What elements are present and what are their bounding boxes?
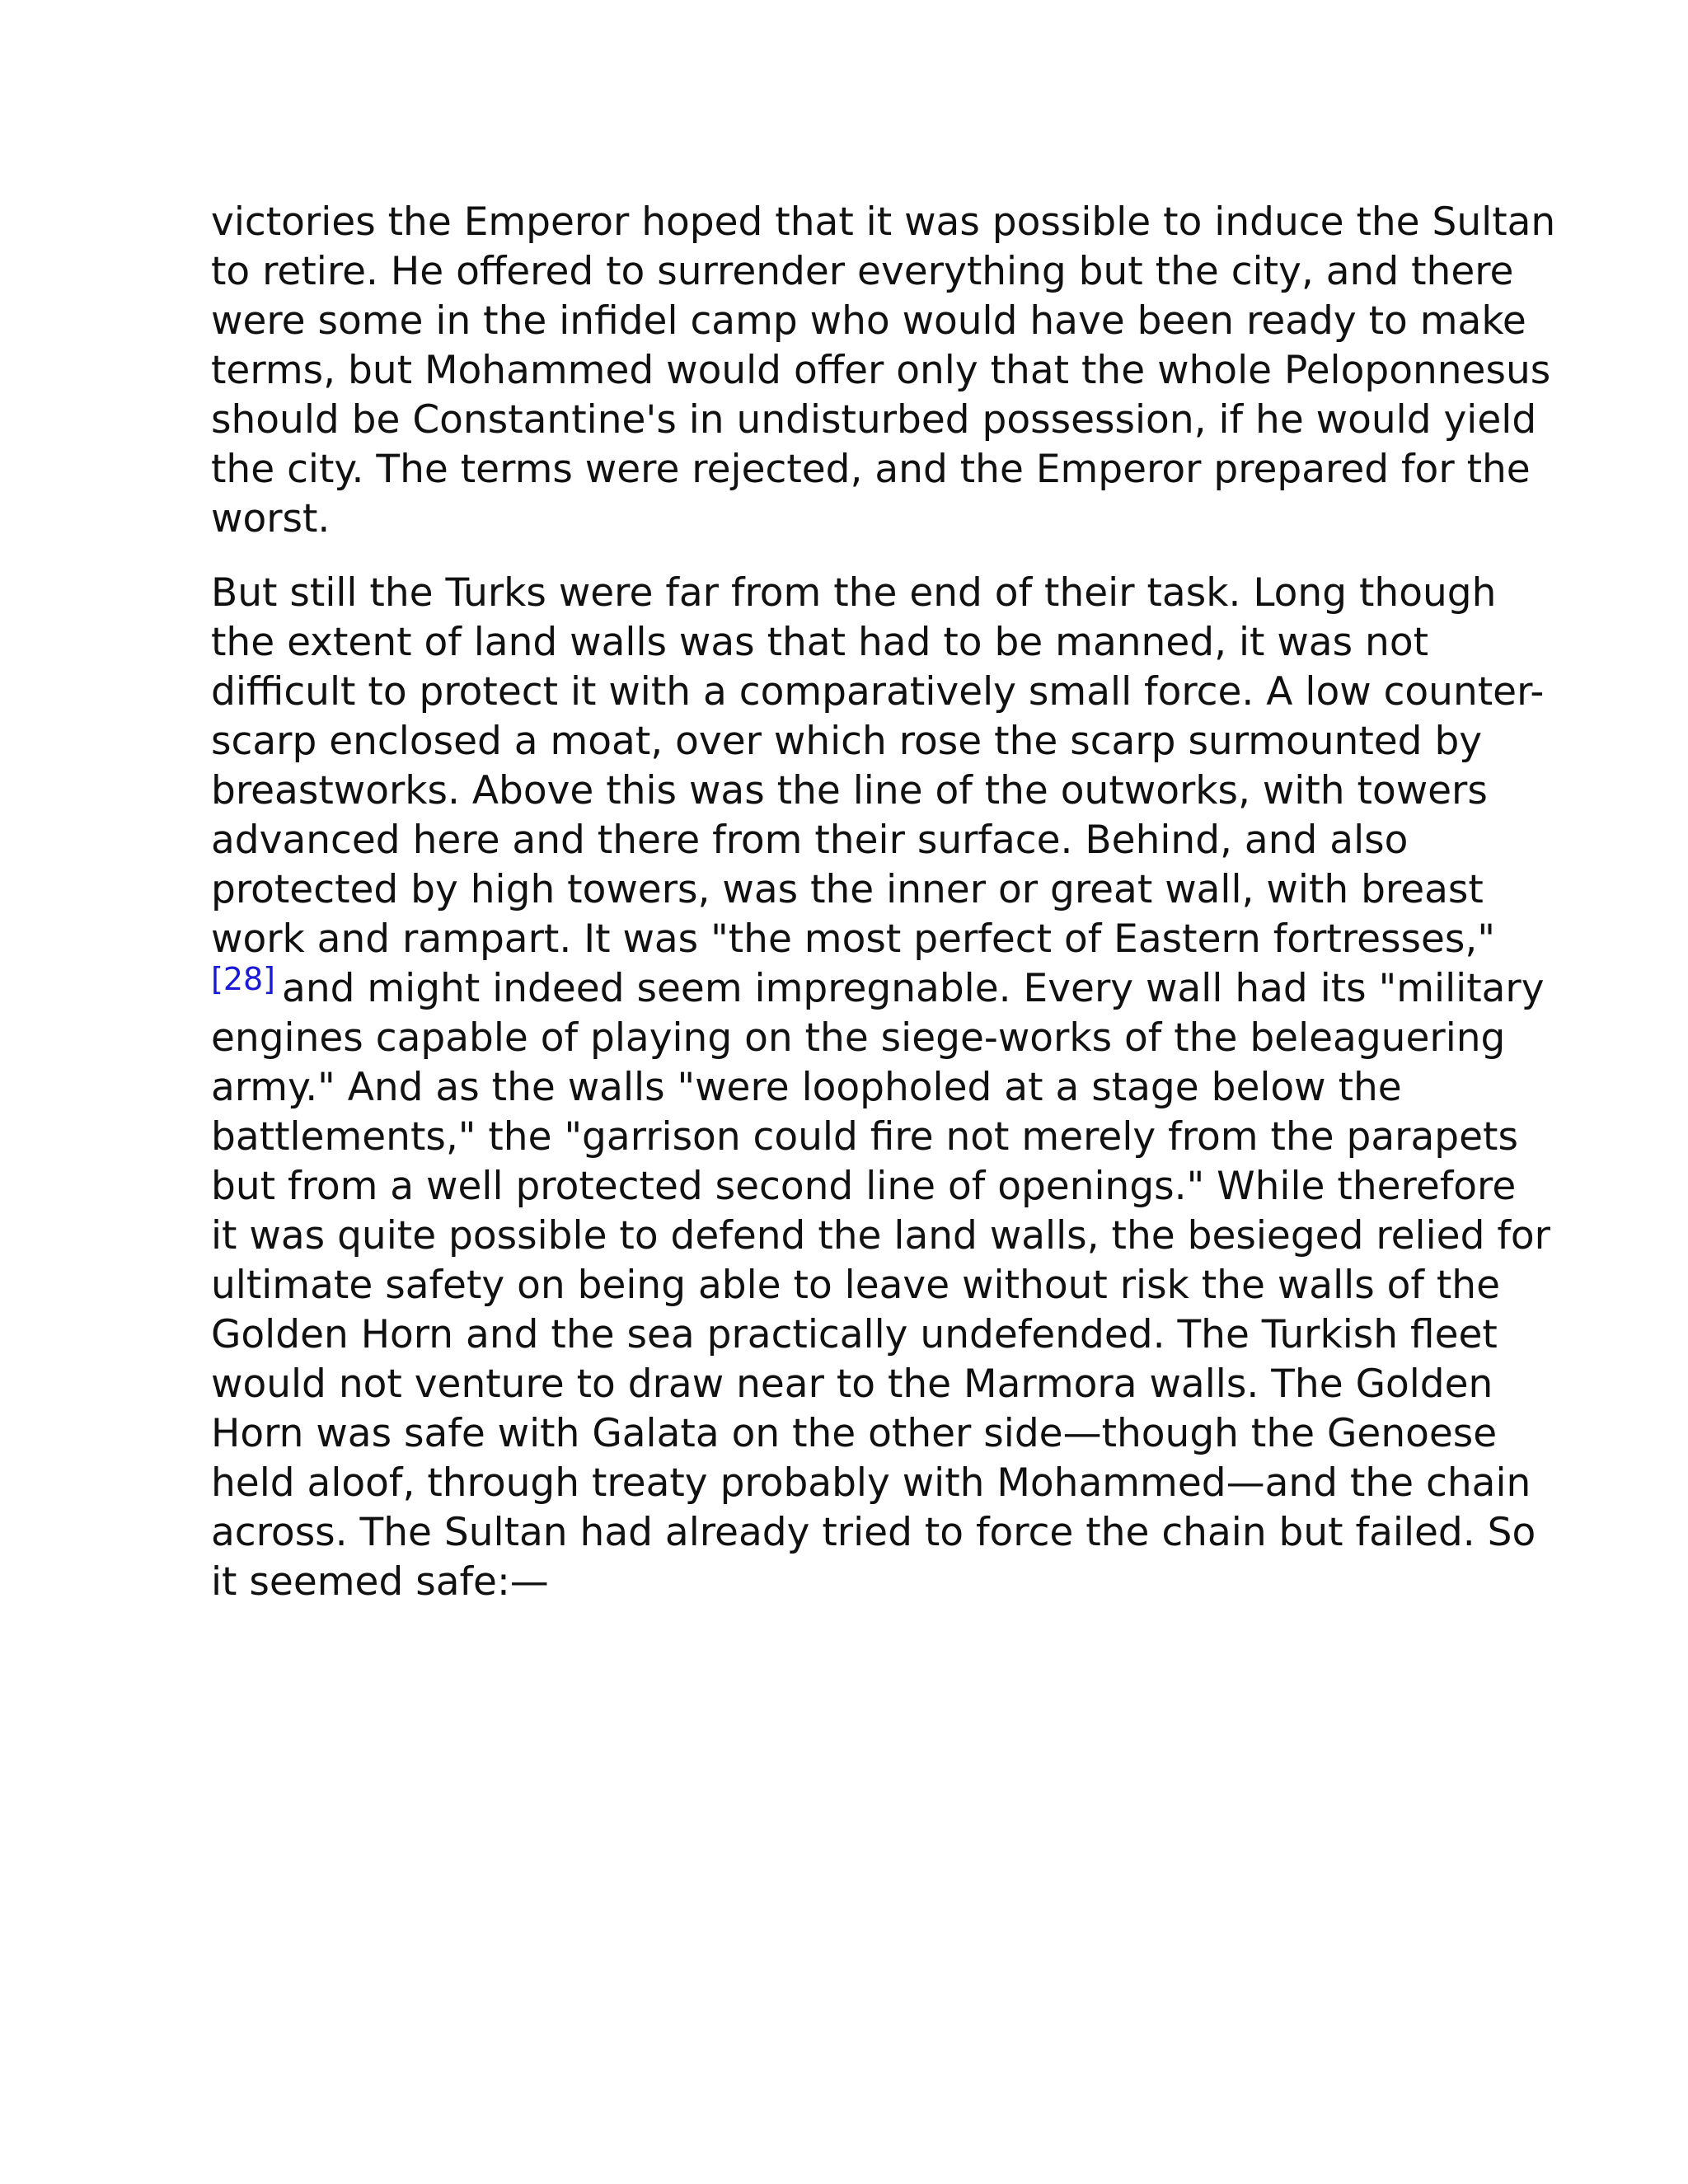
footnote-link[interactable]: [28]: [211, 961, 276, 997]
text-line: the extent of land walls was that had to be manned, it was not: [211, 620, 1429, 665]
text-line: advanced here and there from their surface. Behind, and also: [211, 818, 1409, 863]
text-line: held aloof, through treaty probably with Mohammed—and the chain: [211, 1460, 1531, 1506]
text-line: terms, but Mohammed would offer only that the whole Peloponnesus: [211, 348, 1551, 393]
text-line-with-footnote: [211, 961, 1545, 1014]
text-line: should be Constantine's in undisturbed possession, if he would yield: [211, 397, 1537, 443]
text-line: worst.: [211, 496, 331, 541]
document-page: [211, 198, 1556, 1632]
text-line: engines capable of playing on the siege-works of the beleaguering: [211, 1015, 1506, 1061]
text-line: work and rampart. It was "the most perfect of Eastern fortresses,": [211, 916, 1495, 962]
text-line: But still the Turks were far from the end of their task. Long though: [211, 570, 1497, 616]
text-line: to retire. He offered to surrender everything but the city, and there: [211, 249, 1514, 294]
footnote-line-text: and might indeed seem impregnable. Every wall had its "military: [282, 966, 1545, 1011]
text-line: across. The Sultan had already tried to force the chain but failed. So: [211, 1510, 1536, 1555]
text-line: Horn was safe with Galata on the other side—though the Genoese: [211, 1411, 1498, 1456]
text-line: Golden Horn and the sea practically undefended. The Turkish fleet: [211, 1312, 1498, 1357]
paragraph-1: [211, 198, 1556, 544]
text-line: breastworks. Above this was the line of the outworks, with towers: [211, 768, 1488, 813]
text-line: difficult to protect it with a comparatively small force. A low counter-: [211, 669, 1545, 715]
text-line: protected by high towers, was the inner or great wall, with breast: [211, 867, 1484, 912]
text-line: it was quite possible to defend the land walls, the besieged relied for: [211, 1213, 1550, 1258]
text-line: were some in the infidel camp who would have been ready to make: [211, 298, 1526, 344]
text-line: it seemed safe:—: [211, 1559, 549, 1605]
paragraph-2: [211, 569, 1550, 1607]
text-line: but from a well protected second line of openings." While therefore: [211, 1164, 1517, 1209]
text-line: would not venture to draw near to the Marmora walls. The Golden: [211, 1361, 1493, 1407]
text-line: the city. The terms were rejected, and the Emperor prepared for the: [211, 447, 1531, 492]
text-line: battlements," the "garrison could fire not merely from the parapets: [211, 1114, 1518, 1160]
text-line: army." And as the walls "were loopholed at a stage below the: [211, 1065, 1402, 1110]
text-line: ultimate safety on being able to leave without risk the walls of the: [211, 1263, 1500, 1308]
text-line: victories the Emperor hoped that it was possible to induce the Sultan: [211, 199, 1556, 245]
text-line: scarp enclosed a moat, over which rose the scarp surmounted by: [211, 719, 1483, 764]
